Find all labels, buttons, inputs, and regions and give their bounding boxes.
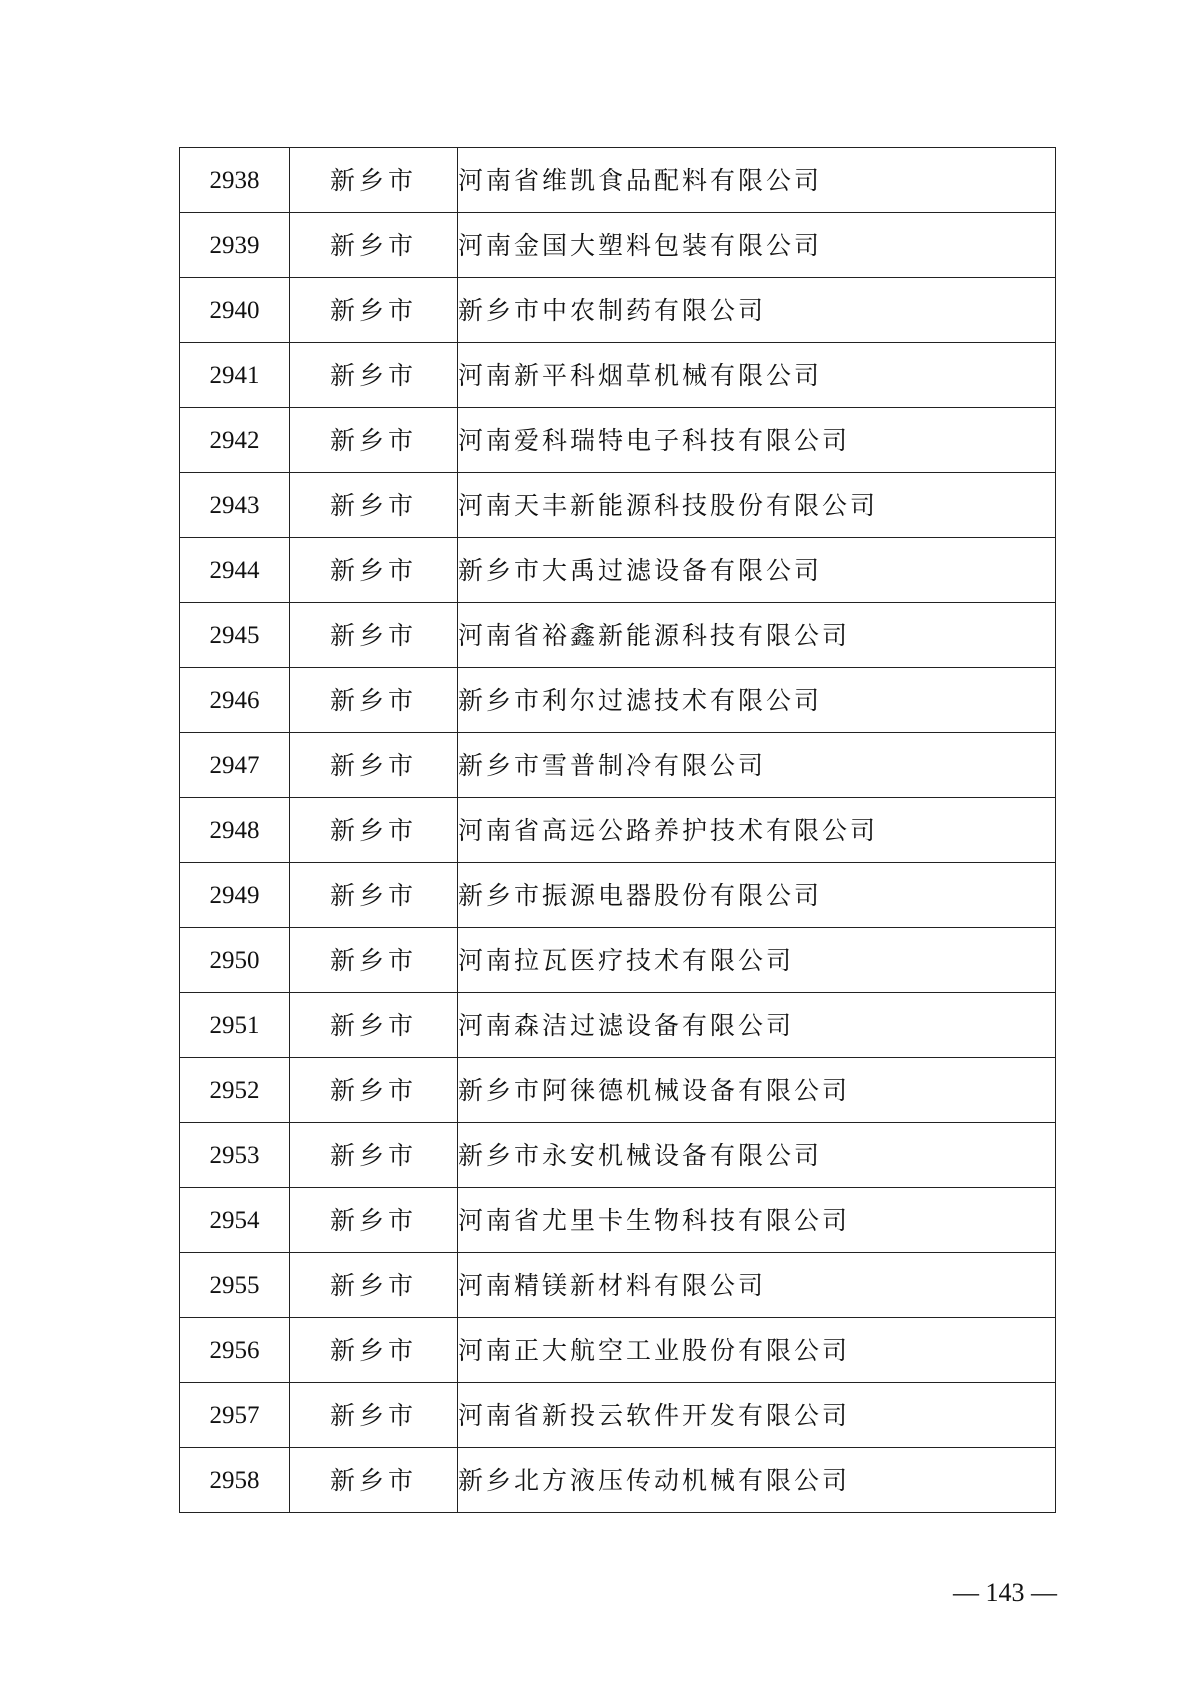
table-row <box>180 1188 1056 1253</box>
company-name-cell: 河南拉瓦医疗技术有限公司 <box>458 928 1056 993</box>
row-number-cell: 2940 <box>180 278 290 343</box>
company-name-cell: 新乡市大禹过滤设备有限公司 <box>458 538 1056 603</box>
city-cell: 新乡市 <box>290 538 458 603</box>
company-name-cell: 河南省维凯食品配料有限公司 <box>458 148 1056 213</box>
company-name-cell: 河南天丰新能源科技股份有限公司 <box>458 473 1056 538</box>
row-number-cell: 2947 <box>180 733 290 798</box>
city-cell: 新乡市 <box>290 1253 458 1318</box>
company-name-cell: 河南正大航空工业股份有限公司 <box>458 1318 1056 1383</box>
city-cell: 新乡市 <box>290 1318 458 1383</box>
table-row <box>180 1448 1056 1513</box>
table-row <box>180 928 1056 993</box>
row-number-cell: 2942 <box>180 408 290 473</box>
company-name-cell: 河南新平科烟草机械有限公司 <box>458 343 1056 408</box>
row-number-cell: 2948 <box>180 798 290 863</box>
city-cell: 新乡市 <box>290 928 458 993</box>
row-number-cell: 2939 <box>180 213 290 278</box>
company-name-cell: 河南精镁新材料有限公司 <box>458 1253 1056 1318</box>
table-row <box>180 538 1056 603</box>
row-number-cell: 2954 <box>180 1188 290 1253</box>
table-row <box>180 993 1056 1058</box>
company-name-cell: 新乡北方液压传动机械有限公司 <box>458 1448 1056 1513</box>
table-row <box>180 148 1056 213</box>
table-row <box>180 408 1056 473</box>
row-number-cell: 2943 <box>180 473 290 538</box>
city-cell: 新乡市 <box>290 668 458 733</box>
city-cell: 新乡市 <box>290 603 458 668</box>
city-cell: 新乡市 <box>290 863 458 928</box>
row-number-cell: 2944 <box>180 538 290 603</box>
company-name-cell: 新乡市雪普制冷有限公司 <box>458 733 1056 798</box>
city-cell: 新乡市 <box>290 473 458 538</box>
row-number-cell: 2951 <box>180 993 290 1058</box>
city-cell: 新乡市 <box>290 148 458 213</box>
row-number-cell: 2949 <box>180 863 290 928</box>
table-row <box>180 668 1056 733</box>
table-row <box>180 343 1056 408</box>
city-cell: 新乡市 <box>290 278 458 343</box>
table-row <box>180 1058 1056 1123</box>
table-row <box>180 213 1056 278</box>
row-number-cell: 2952 <box>180 1058 290 1123</box>
company-name-cell: 河南省尤里卡生物科技有限公司 <box>458 1188 1056 1253</box>
company-name-cell: 河南省新投云软件开发有限公司 <box>458 1383 1056 1448</box>
table-row <box>180 733 1056 798</box>
row-number-cell: 2945 <box>180 603 290 668</box>
company-name-cell: 河南爱科瑞特电子科技有限公司 <box>458 408 1056 473</box>
company-list-body <box>180 148 1056 1513</box>
city-cell: 新乡市 <box>290 1383 458 1448</box>
table-row <box>180 1318 1056 1383</box>
company-name-cell: 河南金国大塑料包装有限公司 <box>458 213 1056 278</box>
row-number-cell: 2955 <box>180 1253 290 1318</box>
row-number-cell: 2953 <box>180 1123 290 1188</box>
table-row <box>180 1383 1056 1448</box>
page-number: — 143 — <box>953 1578 1057 1607</box>
company-name-cell: 新乡市永安机械设备有限公司 <box>458 1123 1056 1188</box>
row-number-cell: 2958 <box>180 1448 290 1513</box>
city-cell: 新乡市 <box>290 993 458 1058</box>
company-name-cell: 河南省高远公路养护技术有限公司 <box>458 798 1056 863</box>
city-cell: 新乡市 <box>290 1188 458 1253</box>
company-name-cell: 新乡市利尔过滤技术有限公司 <box>458 668 1056 733</box>
city-cell: 新乡市 <box>290 1448 458 1513</box>
company-name-cell: 河南省裕鑫新能源科技有限公司 <box>458 603 1056 668</box>
table-row <box>180 798 1056 863</box>
row-number-cell: 2941 <box>180 343 290 408</box>
table-row <box>180 1253 1056 1318</box>
row-number-cell: 2946 <box>180 668 290 733</box>
city-cell: 新乡市 <box>290 798 458 863</box>
city-cell: 新乡市 <box>290 1123 458 1188</box>
city-cell: 新乡市 <box>290 213 458 278</box>
table-row <box>180 603 1056 668</box>
table-row <box>180 278 1056 343</box>
city-cell: 新乡市 <box>290 343 458 408</box>
row-number-cell: 2956 <box>180 1318 290 1383</box>
city-cell: 新乡市 <box>290 1058 458 1123</box>
company-name-cell: 新乡市中农制药有限公司 <box>458 278 1056 343</box>
company-name-cell: 河南森洁过滤设备有限公司 <box>458 993 1056 1058</box>
company-name-cell: 新乡市阿徕德机械设备有限公司 <box>458 1058 1056 1123</box>
city-cell: 新乡市 <box>290 408 458 473</box>
city-cell: 新乡市 <box>290 733 458 798</box>
row-number-cell: 2938 <box>180 148 290 213</box>
company-name-cell: 新乡市振源电器股份有限公司 <box>458 863 1056 928</box>
table-row <box>180 473 1056 538</box>
company-list-table <box>179 147 1056 1513</box>
table-row <box>180 1123 1056 1188</box>
row-number-cell: 2957 <box>180 1383 290 1448</box>
row-number-cell: 2950 <box>180 928 290 993</box>
table-row <box>180 863 1056 928</box>
